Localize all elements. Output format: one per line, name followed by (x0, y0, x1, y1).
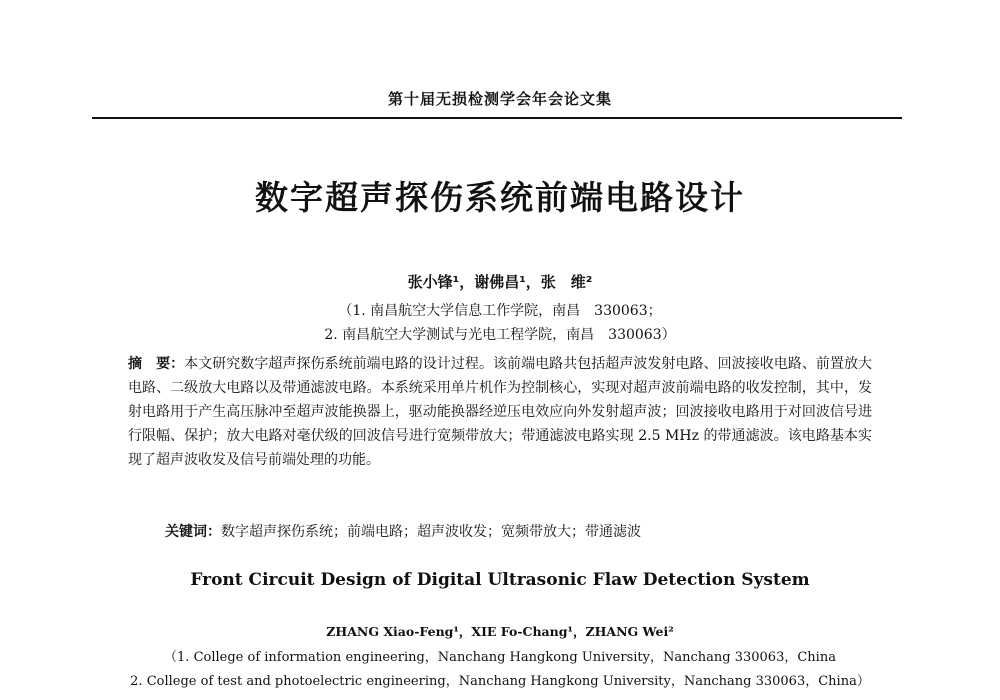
authors-cn: 张小锋¹，谢佛昌¹，张 维² (407, 273, 593, 291)
abstract-text: 本文研究数字超声探伤系统前端电路的设计过程。该前端电路共包括超声波发射电路、回波接收电路、前置放大电路、二级放大电路以及带通滤波电路。本系统采用单片机作为控制核心，实现对超声波前端电路的收发控制，其中，发射电路用于产生高压脉冲至超声波能换器上，驱动能换器经逆压电效应向外发射超声波；回波接收电路用于对回波信号进行限幅、保护；放大电路对毫伏级的回波信号进行宽频带放大；带通滤波电路实现 2.5 MHz 的带通滤波。该电路基本实现了超声波收发及信号前端处理的功能。 (128, 356, 872, 468)
affiliation-en-2: 2. College of test and photoelectric engineering，Nanchang Hangkong University，Nanchang 330063，China） (130, 674, 870, 689)
affiliation-cn-2: 2. 南昌航空大学测试与光电工程学院，南昌 330063） (324, 327, 676, 343)
abstract-label: 摘 要： (128, 356, 185, 372)
paper-title-cn: 数字超声探伤系统前端电路设计 (255, 178, 745, 217)
authors-en: ZHANG Xiao-Feng¹，XIE Fo-Chang¹，ZHANG Wei² (326, 624, 674, 639)
affiliation-en-1: （1. College of information engineering，Nanchang Hangkong University，Nanchang 330063，China (164, 650, 836, 665)
keywords-text: 数字超声探伤系统；前端电路；超声波收发；宽频带放大；带通滤波 (221, 524, 641, 540)
header-rule (92, 117, 902, 119)
keywords-cn (165, 520, 885, 544)
running-head: 第十届无损检测学会年会论文集 (387, 90, 612, 108)
abstract-cn (128, 352, 872, 472)
affiliation-cn-1: （1. 南昌航空大学信息工作学院，南昌 330063； (338, 303, 662, 319)
keywords-label: 关键词： (165, 524, 221, 540)
paper-title-en: Front Circuit Design of Digital Ultrasonic Flaw Detection System (190, 570, 810, 590)
